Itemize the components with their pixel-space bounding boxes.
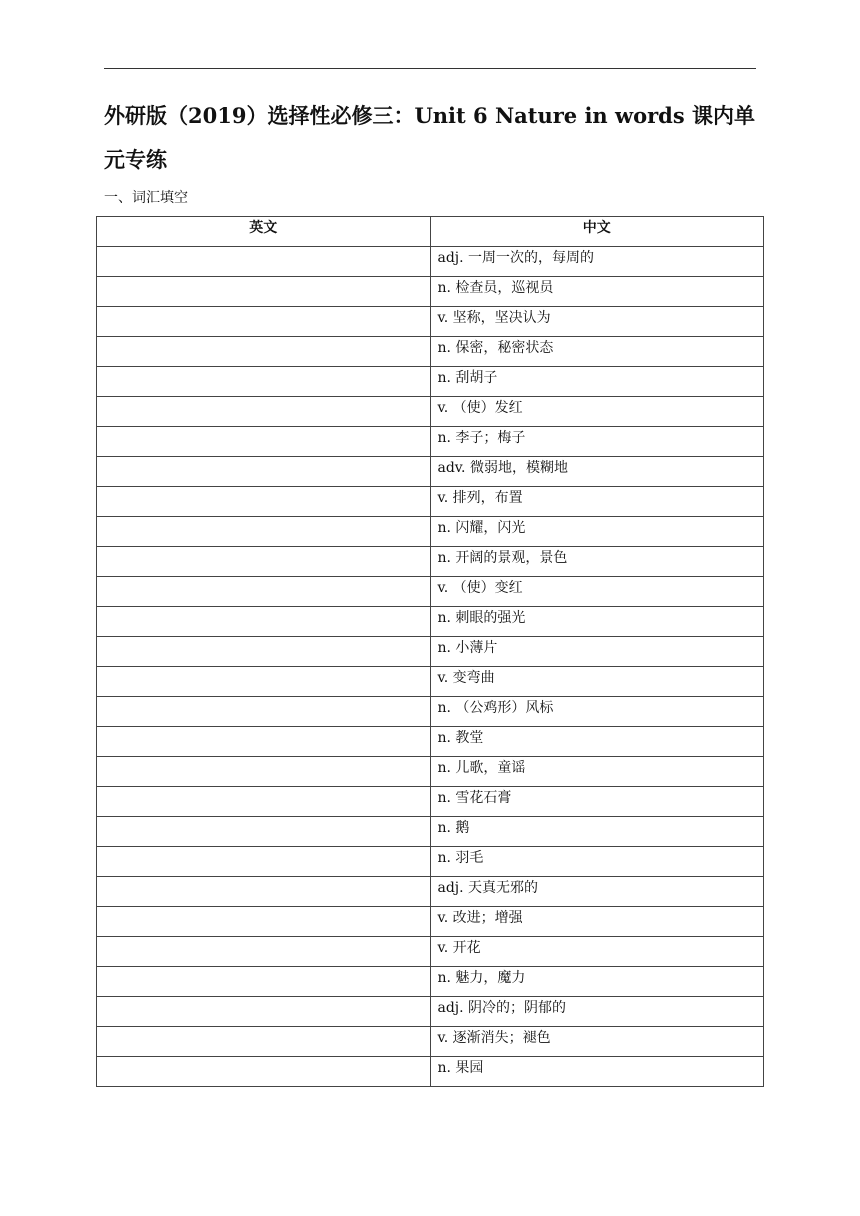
header-rule [104, 68, 756, 69]
table-row [97, 1027, 764, 1057]
english-answer-cell[interactable] [97, 307, 431, 337]
section-heading: 一、词汇填空 [104, 190, 188, 206]
chinese-definition-cell: n. 羽毛 [430, 847, 764, 877]
table-row [97, 877, 764, 907]
english-answer-cell[interactable] [97, 667, 431, 697]
english-answer-cell[interactable] [97, 577, 431, 607]
table-row [97, 817, 764, 847]
english-answer-cell[interactable] [97, 877, 431, 907]
table-row [97, 757, 764, 787]
english-answer-cell[interactable] [97, 727, 431, 757]
chinese-definition-cell: adv. 微弱地，模糊地 [430, 457, 764, 487]
table-row [97, 367, 764, 397]
chinese-definition-cell: n. 果园 [430, 1057, 764, 1087]
english-answer-cell[interactable] [97, 817, 431, 847]
english-answer-cell[interactable] [97, 607, 431, 637]
chinese-definition-cell: v. 排列，布置 [430, 487, 764, 517]
table-row [97, 997, 764, 1027]
document-title: 外研版（2019）选择性必修三：Unit 6 Nature in words 课内单元专练 [104, 103, 755, 172]
table-body [97, 247, 764, 1087]
table-row [97, 727, 764, 757]
column-header-chinese: 中文 [430, 217, 764, 247]
chinese-definition-cell: n. 雪花石膏 [430, 787, 764, 817]
table-row [97, 637, 764, 667]
english-answer-cell[interactable] [97, 997, 431, 1027]
chinese-definition-cell: n. 鹅 [430, 817, 764, 847]
english-answer-cell[interactable] [97, 937, 431, 967]
table-row [97, 547, 764, 577]
chinese-definition-cell: n. 李子；梅子 [430, 427, 764, 457]
chinese-definition-cell: v. 改进；增强 [430, 907, 764, 937]
english-answer-cell[interactable] [97, 247, 431, 277]
chinese-definition-cell: adj. 天真无邪的 [430, 877, 764, 907]
chinese-definition-cell: n. 检查员，巡视员 [430, 277, 764, 307]
table-header-row [97, 217, 764, 247]
table-row [97, 967, 764, 997]
chinese-definition-cell: n. 保密，秘密状态 [430, 337, 764, 367]
column-header-english: 英文 [97, 217, 431, 247]
chinese-definition-cell: v. 开花 [430, 937, 764, 967]
english-answer-cell[interactable] [97, 367, 431, 397]
table-row [97, 577, 764, 607]
chinese-definition-cell: v. 坚称，坚决认为 [430, 307, 764, 337]
chinese-definition-cell: v. （使）发红 [430, 397, 764, 427]
english-answer-cell[interactable] [97, 517, 431, 547]
chinese-definition-cell: adj. 一周一次的，每周的 [430, 247, 764, 277]
table-row [97, 667, 764, 697]
english-answer-cell[interactable] [97, 787, 431, 817]
table-row [97, 607, 764, 637]
table-row [97, 907, 764, 937]
english-answer-cell[interactable] [97, 1057, 431, 1087]
english-answer-cell[interactable] [97, 697, 431, 727]
table-row [97, 427, 764, 457]
chinese-definition-cell: n. 刮胡子 [430, 367, 764, 397]
english-answer-cell[interactable] [97, 967, 431, 997]
chinese-definition-cell: n. 儿歌，童谣 [430, 757, 764, 787]
chinese-definition-cell: n. 开阔的景观，景色 [430, 547, 764, 577]
english-answer-cell[interactable] [97, 847, 431, 877]
table-row [97, 337, 764, 367]
english-answer-cell[interactable] [97, 457, 431, 487]
english-answer-cell[interactable] [97, 277, 431, 307]
chinese-definition-cell: n. （公鸡形）风标 [430, 697, 764, 727]
table-row [97, 307, 764, 337]
table-row [97, 937, 764, 967]
chinese-definition-cell: n. 魅力，魔力 [430, 967, 764, 997]
table-row [97, 277, 764, 307]
vocabulary-table [96, 216, 764, 1087]
table-row [97, 1057, 764, 1087]
table-row [97, 487, 764, 517]
english-answer-cell[interactable] [97, 1027, 431, 1057]
table-row [97, 787, 764, 817]
table-row [97, 457, 764, 487]
table-row [97, 697, 764, 727]
chinese-definition-cell: v. （使）变红 [430, 577, 764, 607]
chinese-definition-cell: v. 逐渐消失；褪色 [430, 1027, 764, 1057]
chinese-definition-cell: n. 闪耀，闪光 [430, 517, 764, 547]
english-answer-cell[interactable] [97, 907, 431, 937]
english-answer-cell[interactable] [97, 427, 431, 457]
chinese-definition-cell: n. 小薄片 [430, 637, 764, 667]
english-answer-cell[interactable] [97, 487, 431, 517]
table-row [97, 397, 764, 427]
english-answer-cell[interactable] [97, 397, 431, 427]
table-row [97, 847, 764, 877]
english-answer-cell[interactable] [97, 637, 431, 667]
table-row [97, 517, 764, 547]
chinese-definition-cell: v. 变弯曲 [430, 667, 764, 697]
english-answer-cell[interactable] [97, 547, 431, 577]
table-row [97, 247, 764, 277]
english-answer-cell[interactable] [97, 337, 431, 367]
chinese-definition-cell: n. 教堂 [430, 727, 764, 757]
chinese-definition-cell: adj. 阴冷的；阴郁的 [430, 997, 764, 1027]
english-answer-cell[interactable] [97, 757, 431, 787]
chinese-definition-cell: n. 刺眼的强光 [430, 607, 764, 637]
